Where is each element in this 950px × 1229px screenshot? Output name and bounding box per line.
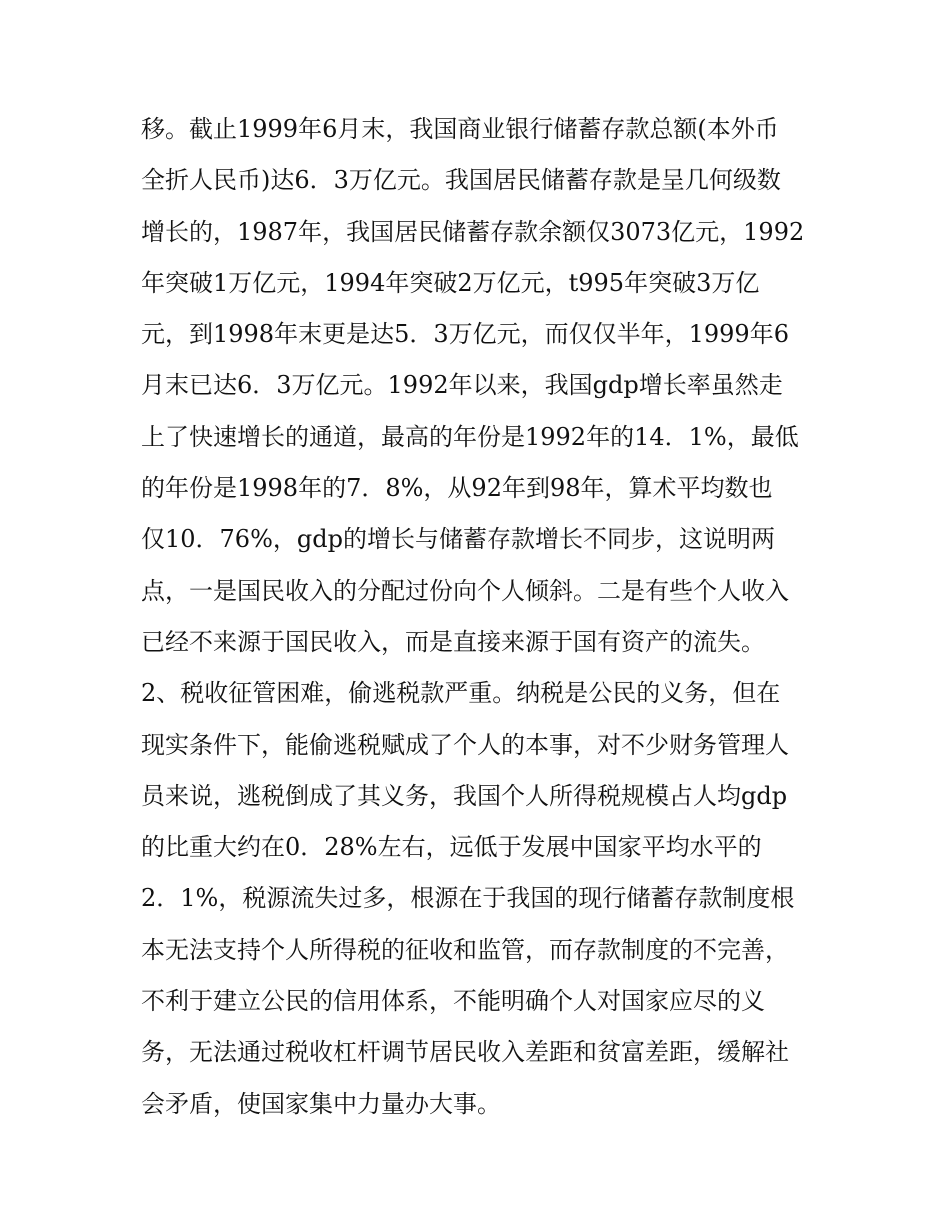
- text-line: 的比重大约在0．28%左右，远低于发展中国家平均水平的: [141, 833, 762, 862]
- body-text: [141, 104, 821, 1130]
- text-line: 现实条件下，能偷逃税赋成了个人的本事，对不少财务管理人: [141, 730, 789, 759]
- text-line: 移。截止1999年6月末，我国商业银行储蓄存款总额(本外币: [141, 115, 779, 143]
- text-line: 全折人民币)达6．3万亿元。我国居民储蓄存款是呈几何级数: [141, 166, 781, 195]
- text-line: 的年份是1998年的7．8%，从92年到98年，算术平均数也: [141, 474, 773, 503]
- text-line: 不利于建立公民的信用体系，不能明确个人对国家应尽的义: [141, 987, 765, 1016]
- text-line: 仅10．76%，gdp的增长与储蓄存款增长不同步，这说明两: [141, 525, 775, 554]
- text-line: 增长的，1987年，我国居民储蓄存款余额仅3073亿元，1992: [141, 217, 805, 246]
- text-line: 会矛盾，使国家集中力量办大事。: [141, 1089, 501, 1118]
- text-line: 员来说，逃税倒成了其义务，我国个人所得税规模占人均gdp: [141, 781, 788, 810]
- text-line: 点，一是国民收入的分配过份向个人倾斜。二是有些个人收入: [141, 576, 789, 605]
- text-line: 元，到1998年末更是达5．3万亿元，而仅仅半年，1999年6: [141, 320, 789, 349]
- text-line: 2、税收征管困难，偷逃税款严重。纳税是公民的义务，但在: [141, 679, 781, 708]
- text-line: 月末已达6．3万亿元。1992年以来，我国gdp增长率虽然走: [141, 371, 783, 400]
- text-line: 上了快速增长的通道，最高的年份是1992年的14．1%，最低: [141, 422, 799, 451]
- text-line: 年突破1万亿元，1994年突破2万亿元，t995年突破3万亿: [141, 268, 760, 297]
- text-line: 务，无法通过税收杠杆调节居民收入差距和贫富差距，缓解社: [141, 1038, 789, 1067]
- text-line: 已经不来源于国民收入，而是直接来源于国有资产的流失。: [141, 627, 765, 656]
- text-line: 2．1%，税源流失过多，根源在于我国的现行储蓄存款制度根: [141, 884, 795, 913]
- text-line: 本无法支持个人所得税的征收和监管，而存款制度的不完善，: [141, 935, 789, 964]
